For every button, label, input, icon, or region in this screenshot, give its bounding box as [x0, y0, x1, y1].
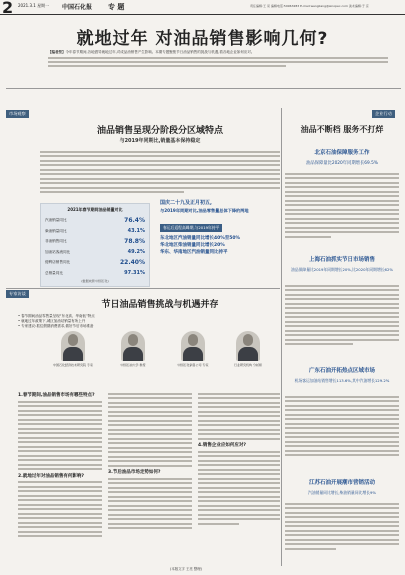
corporate-item-body: [285, 393, 399, 473]
interview-question: 2.就地过年对油品销售有何影响?: [18, 473, 84, 479]
stat-label: 总销量同比: [45, 270, 63, 275]
section-1-subtitle: 与2019年同期比,销量基本保持稳定: [119, 138, 201, 144]
stat-value: 49.2%: [127, 249, 145, 255]
interview-column: [198, 390, 280, 562]
stat-label: 加油站客流同比: [45, 249, 71, 254]
key-point: • 春节期间油品零售量呈现“东北高、华南低”特点: [18, 314, 95, 318]
page-number: 2: [2, 0, 14, 17]
expert-caption: 中国石化销售公司 专家: [177, 363, 209, 367]
section-2-title: 节日油品销售挑战与机遇并存: [101, 300, 219, 310]
stats-footnote: (数据来源:中国石化): [81, 279, 109, 283]
highlight-line: 与2019年同期对比,油品零售量总体下降的两地: [160, 208, 249, 213]
corporate-item-sub: 机场客运加油站销售增长113.6%,其中汽油增长129.2%: [294, 378, 390, 383]
stat-row: [41, 238, 149, 245]
section-1-title: 油品销售呈现分阶段分区域特点: [96, 126, 223, 136]
expert-photo: [48, 331, 98, 367]
section-1-body: [40, 148, 280, 198]
stat-row: [41, 270, 149, 276]
stats-box: [40, 203, 150, 287]
stat-label: 便利店销售同比: [45, 260, 71, 264]
interview-question: 4.销售企业应如何应对?: [198, 443, 246, 448]
corporate-item-body: [285, 500, 399, 562]
corporate-item-sub: 汽油销量同比增长,柴油销量同比增长9%: [308, 490, 376, 495]
body-text-placeholder: [48, 57, 388, 67]
expert-caption: 中国石油大学 教授: [120, 363, 146, 367]
corporate-title: 油品不断档 服务不打烊: [300, 125, 384, 134]
stat-label: 非油销售同比: [45, 239, 67, 243]
portrait-image: [236, 331, 260, 361]
interview-question: 1.春节期间,油品销售市场有哪些特点?: [18, 393, 95, 398]
expert-caption: 中国石化经济技术研究院 专家: [53, 363, 93, 367]
stat-value: 78.8%: [124, 238, 145, 245]
portrait-image: [61, 331, 85, 361]
key-point: • 专家建议:抓住假期消费需求,做好节后市场准备: [18, 324, 94, 328]
stat-value: 22.40%: [120, 259, 145, 266]
interview-question: 3.节后油品市场走势如何?: [108, 470, 161, 475]
interview-column: [108, 390, 192, 562]
highlight-line: 国庆二十九及正月初五,: [160, 200, 212, 206]
page-header: [0, 0, 405, 15]
editor-note: [48, 50, 388, 80]
highlight-result: 华东、华南地区汽油销量同比持平: [160, 250, 228, 255]
issue-date: 2021.3.1 星期一: [18, 3, 50, 8]
tag-interview: 专家访谈: [6, 290, 29, 298]
corporate-item-sub: 油品保障量比2020年同期增长69.5%: [306, 161, 378, 166]
key-points: [18, 314, 280, 329]
column-divider: [281, 108, 282, 566]
editor-info: 责任编辑:王 亮 编辑电话:59963283 E-mail:wangliang@sinopec.com 美术编辑:于 京: [250, 4, 369, 8]
highlight-box: [160, 200, 280, 280]
stat-row: [41, 259, 149, 266]
stat-row: [41, 217, 149, 224]
corporate-column: [283, 110, 401, 565]
expert-caption: 行业研究机构 分析师: [234, 363, 262, 367]
stat-value: 43.1%: [127, 228, 145, 234]
expert-photo: [168, 331, 218, 367]
stat-label: 汽油销量同比: [45, 218, 67, 222]
stat-value: 97.31%: [124, 270, 145, 276]
stat-value: 76.4%: [124, 217, 145, 224]
expert-photos: [18, 331, 280, 386]
highlight-result: 东北地区汽油销量同比增长40%至50%: [160, 236, 241, 241]
corporate-item-head: 北京石油保障服务工作: [314, 150, 370, 156]
divider: [6, 88, 401, 89]
portrait-image: [121, 331, 145, 361]
divider: [6, 288, 280, 289]
highlight-badge: 春运后返程高峰期,与2019年持平: [160, 224, 222, 232]
corporate-item-head: 上海石油抓实节日市场销售: [308, 257, 375, 263]
corporate-item-body: [285, 282, 399, 360]
stat-row: [41, 228, 149, 234]
interview-column: [18, 390, 102, 562]
expert-photo: [108, 331, 158, 367]
stats-heading: 2021年春节期间油品销量对比: [67, 207, 123, 212]
corporate-item-head: 江苏石油开展潮市营销活动: [308, 480, 375, 486]
key-point: • 就地过年政策下,城区加油站销量有所上升: [18, 319, 86, 323]
stat-label: 柴油销量同比: [45, 228, 67, 233]
page-title: 就地过年 对油品销售影响几何?: [76, 29, 329, 49]
footer-credit: (本版文字 王亮 整理): [170, 567, 202, 571]
highlight-result: 华北地区柴油销量同比增长20%: [160, 243, 225, 248]
tag-market: 市场观察: [6, 110, 29, 118]
editor-note-text: 今年春节期间,各地倡导就地过年,对成品油销售产生影响。本期专题聚焦节日油品销售的挑战与机遇,看各地企业如何应对。: [65, 50, 255, 54]
corporate-item-sub: 油品保障量比2019年同期增长20%,比2020年同期增长62%: [291, 267, 393, 272]
newspaper-name: 中国石化报: [62, 4, 93, 11]
stat-row: [41, 249, 149, 255]
expert-photo: [223, 331, 273, 367]
editor-note-keyword: 【编者按】: [48, 50, 66, 54]
tag-corporate: 企业行动: [372, 110, 395, 118]
corporate-item-body: [285, 170, 399, 250]
corporate-item-head: 广东石油开拓热点区域市场: [308, 368, 375, 374]
portrait-image: [181, 331, 205, 361]
section-name: 专 题: [108, 3, 125, 11]
